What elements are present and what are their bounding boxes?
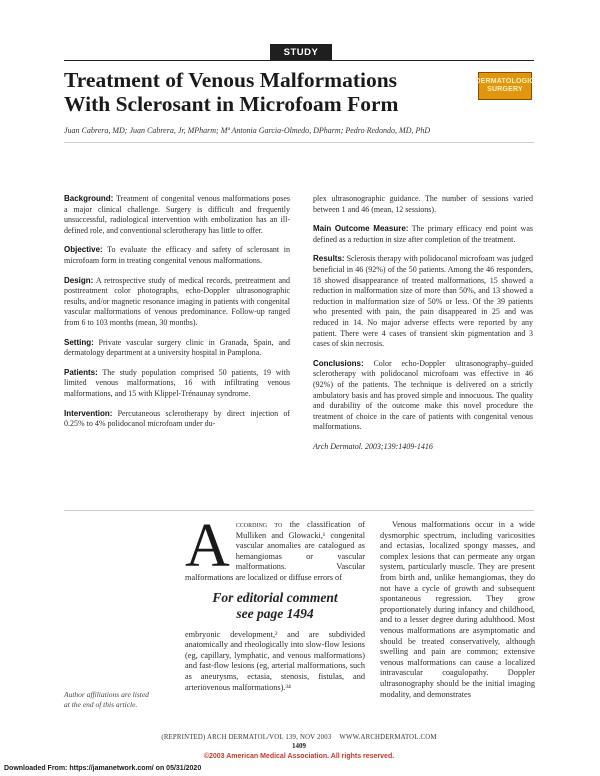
drop-cap: A: [185, 512, 230, 580]
abstract-background: [64, 194, 290, 236]
lead-in-smallcaps: ccording to: [235, 520, 283, 529]
results-label: Results:: [313, 254, 345, 264]
editorial-line-1: For editorial comment: [212, 589, 338, 605]
objective-text: To evaluate the efficacy and safety of sclerosant in microfoam form in treating congenital venous malformations.: [64, 245, 290, 265]
article-citation: Arch Dermatol. 2003;139:1409-1416: [313, 441, 433, 451]
body-right-column: [380, 520, 535, 700]
affiliations-note: Author affiliations are listed at the end of this article.: [64, 690, 149, 709]
footer-website: WWW.ARCHDERMATOL.COM: [339, 734, 437, 741]
abstract-results: [313, 254, 533, 349]
main-outcome-label: Main Outcome Measure:: [313, 224, 409, 234]
body-left-column: [185, 512, 365, 693]
footer-journal-info: (REPRINTED) ARCH DERMATOL/VOL 139, NOV 2003: [161, 734, 332, 741]
abstract-divider: [64, 510, 534, 511]
body-paragraph-1: the classification of Mulliken and Glowacki,¹ congenital vascular anomalies are catalogued as hemangiomas or vascular malformations. Vascular malformations are localized or diffuse errors of: [185, 520, 365, 582]
objective-label: Objective:: [64, 245, 103, 255]
conclusions-text: Color echo-Doppler ultrasonography–guided sclerotherapy with polidocanol microfoam was effective in 46 (92%) of the patients. The technique is delivered on a strictly ambulatory basis and has proved simple and innocuous. The quality and durability of the outcome make this novel procedure the treatment of choice in the care of patients with congenital venous malformations.: [313, 358, 533, 432]
background-label: Background:: [64, 194, 114, 203]
title-line-1: Treatment of Venous Malformations: [64, 68, 398, 92]
results-text: Sclerosis therapy with polidocanol microfoam was judged beneficial in 46 (92%) of the 50 patients. Among the 46 responders, 18 showed disappearance of treated malformations, 15 showed a reduction in malformation size of more than 50%, and 13 showed a reduction in malformation size of 50% or less. Of the 39 patients who presented with pain, the pain disappeared in 25 and was reduced in 14. No major adverse effects were reported by any patient. There were 4 cases of transient skin pigmentation and 3 cases of skin necrosis.: [313, 254, 533, 349]
abstract-setting: [64, 338, 290, 359]
journal-section-logo: [475, 72, 535, 100]
abstract-objective: [64, 245, 290, 266]
header-divider: [64, 142, 534, 143]
body-paragraph-2: embryonic development,² and are subdivided anatomically and rheologically into slow-flow lesions (eg, capillary, lymphatic, and venous malformations) and fast-flow lesions (eg, arterial malformations, such as aneurysms, ectasia, stenosis, fistulas, and arteriovenous malformations).³⁴: [185, 629, 365, 692]
abstract-conclusions: [313, 359, 533, 433]
page-number: 1409: [292, 742, 306, 750]
top-rule: [64, 60, 534, 61]
setting-label: Setting:: [64, 337, 94, 347]
design-text: A retrospective study of medical records, pretreatment and posttreatment color photographs, echo-Doppler ultrasonographic results, and/or magnetic resonance imaging in patients with congenital vascular malformations of venous predominance. Follow-up ranged from 6 to 103 months (mean, 30 months).: [64, 275, 290, 327]
running-footer: [64, 734, 534, 741]
article-title: [64, 68, 444, 116]
patients-text: The study population comprised 50 patients, 19 with limited venous malformations, 16 with infiltrating venous malformations, and 15 with Klippel-Trénaunay syndrome.: [64, 367, 290, 398]
download-stamp: Downloaded From: https://jamanetwork.com/ on 05/31/2020: [4, 765, 202, 772]
abstract-design: [64, 276, 290, 329]
author-list: Juan Cabrera, MD; Juan Cabrera, Jr, MPharm; Mª Antonia Garcia-Olmedo, DPharm; Pedro Redondo, MD, PhD: [64, 126, 431, 135]
conclusions-label: Conclusions:: [313, 358, 364, 368]
copyright-notice: ©2003 American Medical Association. All rights reserved.: [203, 753, 395, 760]
abstract-patients: [64, 368, 290, 400]
section-tab: STUDY: [270, 44, 332, 60]
abstract-left-column: [64, 194, 290, 439]
editorial-comment-callout: [185, 590, 365, 622]
editorial-line-2: see page 1494: [236, 605, 314, 621]
background-text: Treatment of congenital venous malformations poses a major clinical challenge. Surgery is difficult and frequently unsuccessful, radiological intervention with embolization has an ill-defined role, and conventional sclerotherapy has little to offer.: [64, 194, 290, 235]
setting-text: Private vascular surgery clinic in Granada, Spain, and dermatology department at a university hospital in Pamplona.: [64, 337, 290, 358]
intervention-label: Intervention:: [64, 408, 113, 418]
logo-line-1: DERMATOLOGIC: [475, 78, 535, 85]
logo-line-2: SURGERY: [487, 86, 523, 93]
intervention-text: Percutaneous sclerotherapy by direct injection of 0.25% to 4% polidocanol microfoam under du-: [64, 408, 290, 429]
patients-label: Patients:: [64, 367, 98, 377]
abstract-intervention: [64, 409, 290, 430]
intervention-continued: plex ultrasonographic guidance. The number of sessions varied between 1 and 46 (mean, 12 sessions).: [313, 194, 533, 214]
abstract-main-outcome: [313, 224, 533, 245]
title-line-2: With Sclerosant in Microfoam Form: [64, 92, 399, 116]
main-outcome-text: The primary efficacy end point was defined as a reduction in size after completion of the treatment.: [313, 224, 533, 244]
abstract-right-column: [313, 194, 533, 461]
body-paragraph-3: Venous malformations occur in a wide dysmorphic spectrum, including varicosities and ectasias, localized spongy masses, and complex lesions that can permeate any organ system, particularly muscle. They are present from birth and, unlike hemangiomas, they do not have a cycle of growth and subsequent spontaneous regression. They grow proportionately during infancy and childhood, and to a lesser degree during adulthood. Most venous malformations are asymptomatic and should be treated conservatively, although swelling and pain are common; extensive venous malformations can cause a localized intravascular coagulopathy. Doppler ultrasonography should be the initial imaging modality, and demonstrates: [380, 520, 535, 699]
design-label: Design:: [64, 275, 94, 285]
